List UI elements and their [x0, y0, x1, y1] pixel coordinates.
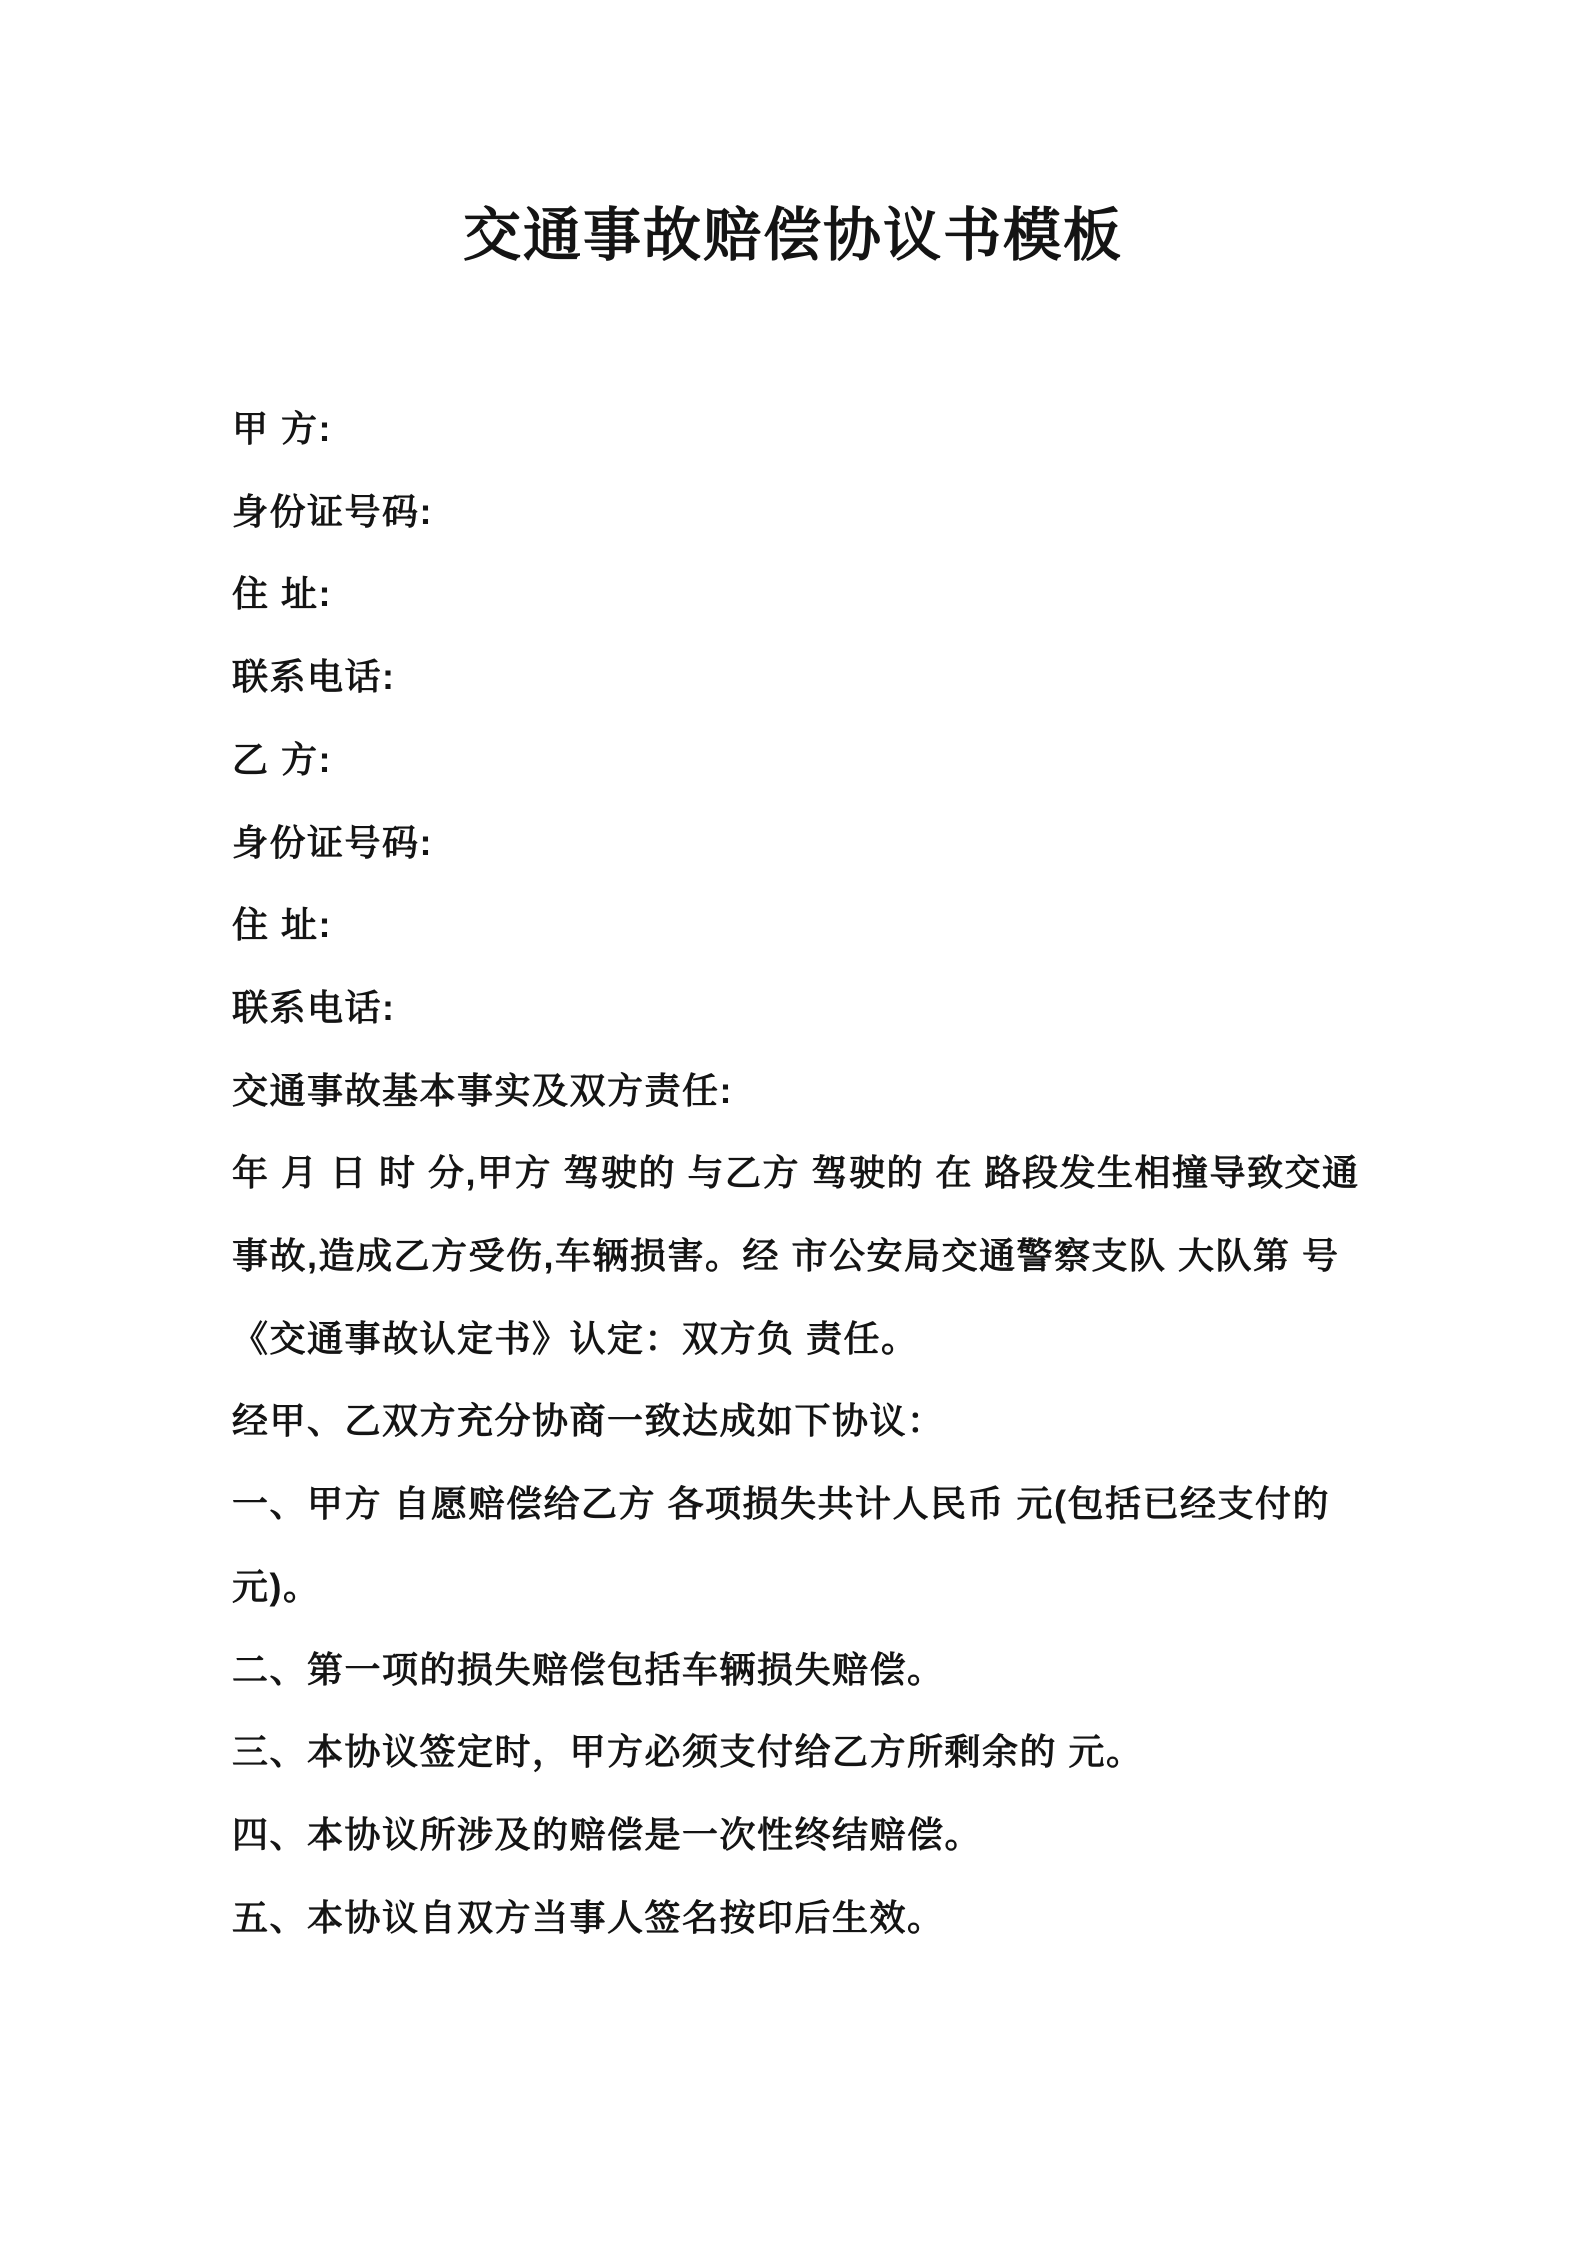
document-body: [0, 388, 1586, 1959]
document-line-clause-5: 五、本协议自双方当事人签名按印后生效。: [232, 1896, 945, 1938]
page-title: 交通事故赔偿协议书模板: [462, 203, 1123, 268]
document-line-facts-heading: 交通事故基本事实及双方责任:: [232, 1069, 733, 1111]
document-line-phone-a: 联系电话:: [232, 656, 396, 698]
document-line-accident-desc-3: 《交通事故认定书》认定：双方负 责任。: [232, 1317, 919, 1359]
document-line-clause-1b: 元)。: [232, 1565, 321, 1607]
document-line-phone-b: 联系电话:: [232, 986, 396, 1028]
document-line-accident-desc-2: 事故,造成乙方受伤,车辆损害。经 市公安局交通警察支队 大队第 号: [232, 1235, 1340, 1277]
document-line-id-number-b: 身份证号码:: [232, 821, 433, 863]
document-line-agreement-intro: 经甲、乙双方充分协商一致达成如下协议：: [232, 1400, 945, 1442]
document-line-address-a: 住 址:: [232, 573, 332, 615]
document-line-party-a: 甲 方:: [232, 408, 332, 449]
document-line-party-b: 乙 方:: [232, 738, 332, 780]
document-line-clause-1a: 一、甲方 自愿赔偿给乙方 各项损失共计人民币 元(包括已经支付的: [232, 1483, 1330, 1525]
document-line-clause-3: 三、本协议签定时，甲方必须支付给乙方所剩余的 元。: [232, 1731, 1144, 1773]
document-line-address-b: 住 址:: [232, 904, 332, 946]
document-line-id-number-a: 身份证号码:: [232, 490, 433, 532]
document-line-accident-desc-1: 年 月 日 时 分,甲方 驾驶的 与乙方 驾驶的 在 路段发生相撞导致交通: [232, 1152, 1360, 1194]
document-line-clause-4: 四、本协议所涉及的赔偿是一次性终结赔偿。: [232, 1813, 983, 1855]
document-line-clause-2: 二、第一项的损失赔偿包括车辆损失赔偿。: [232, 1648, 945, 1690]
